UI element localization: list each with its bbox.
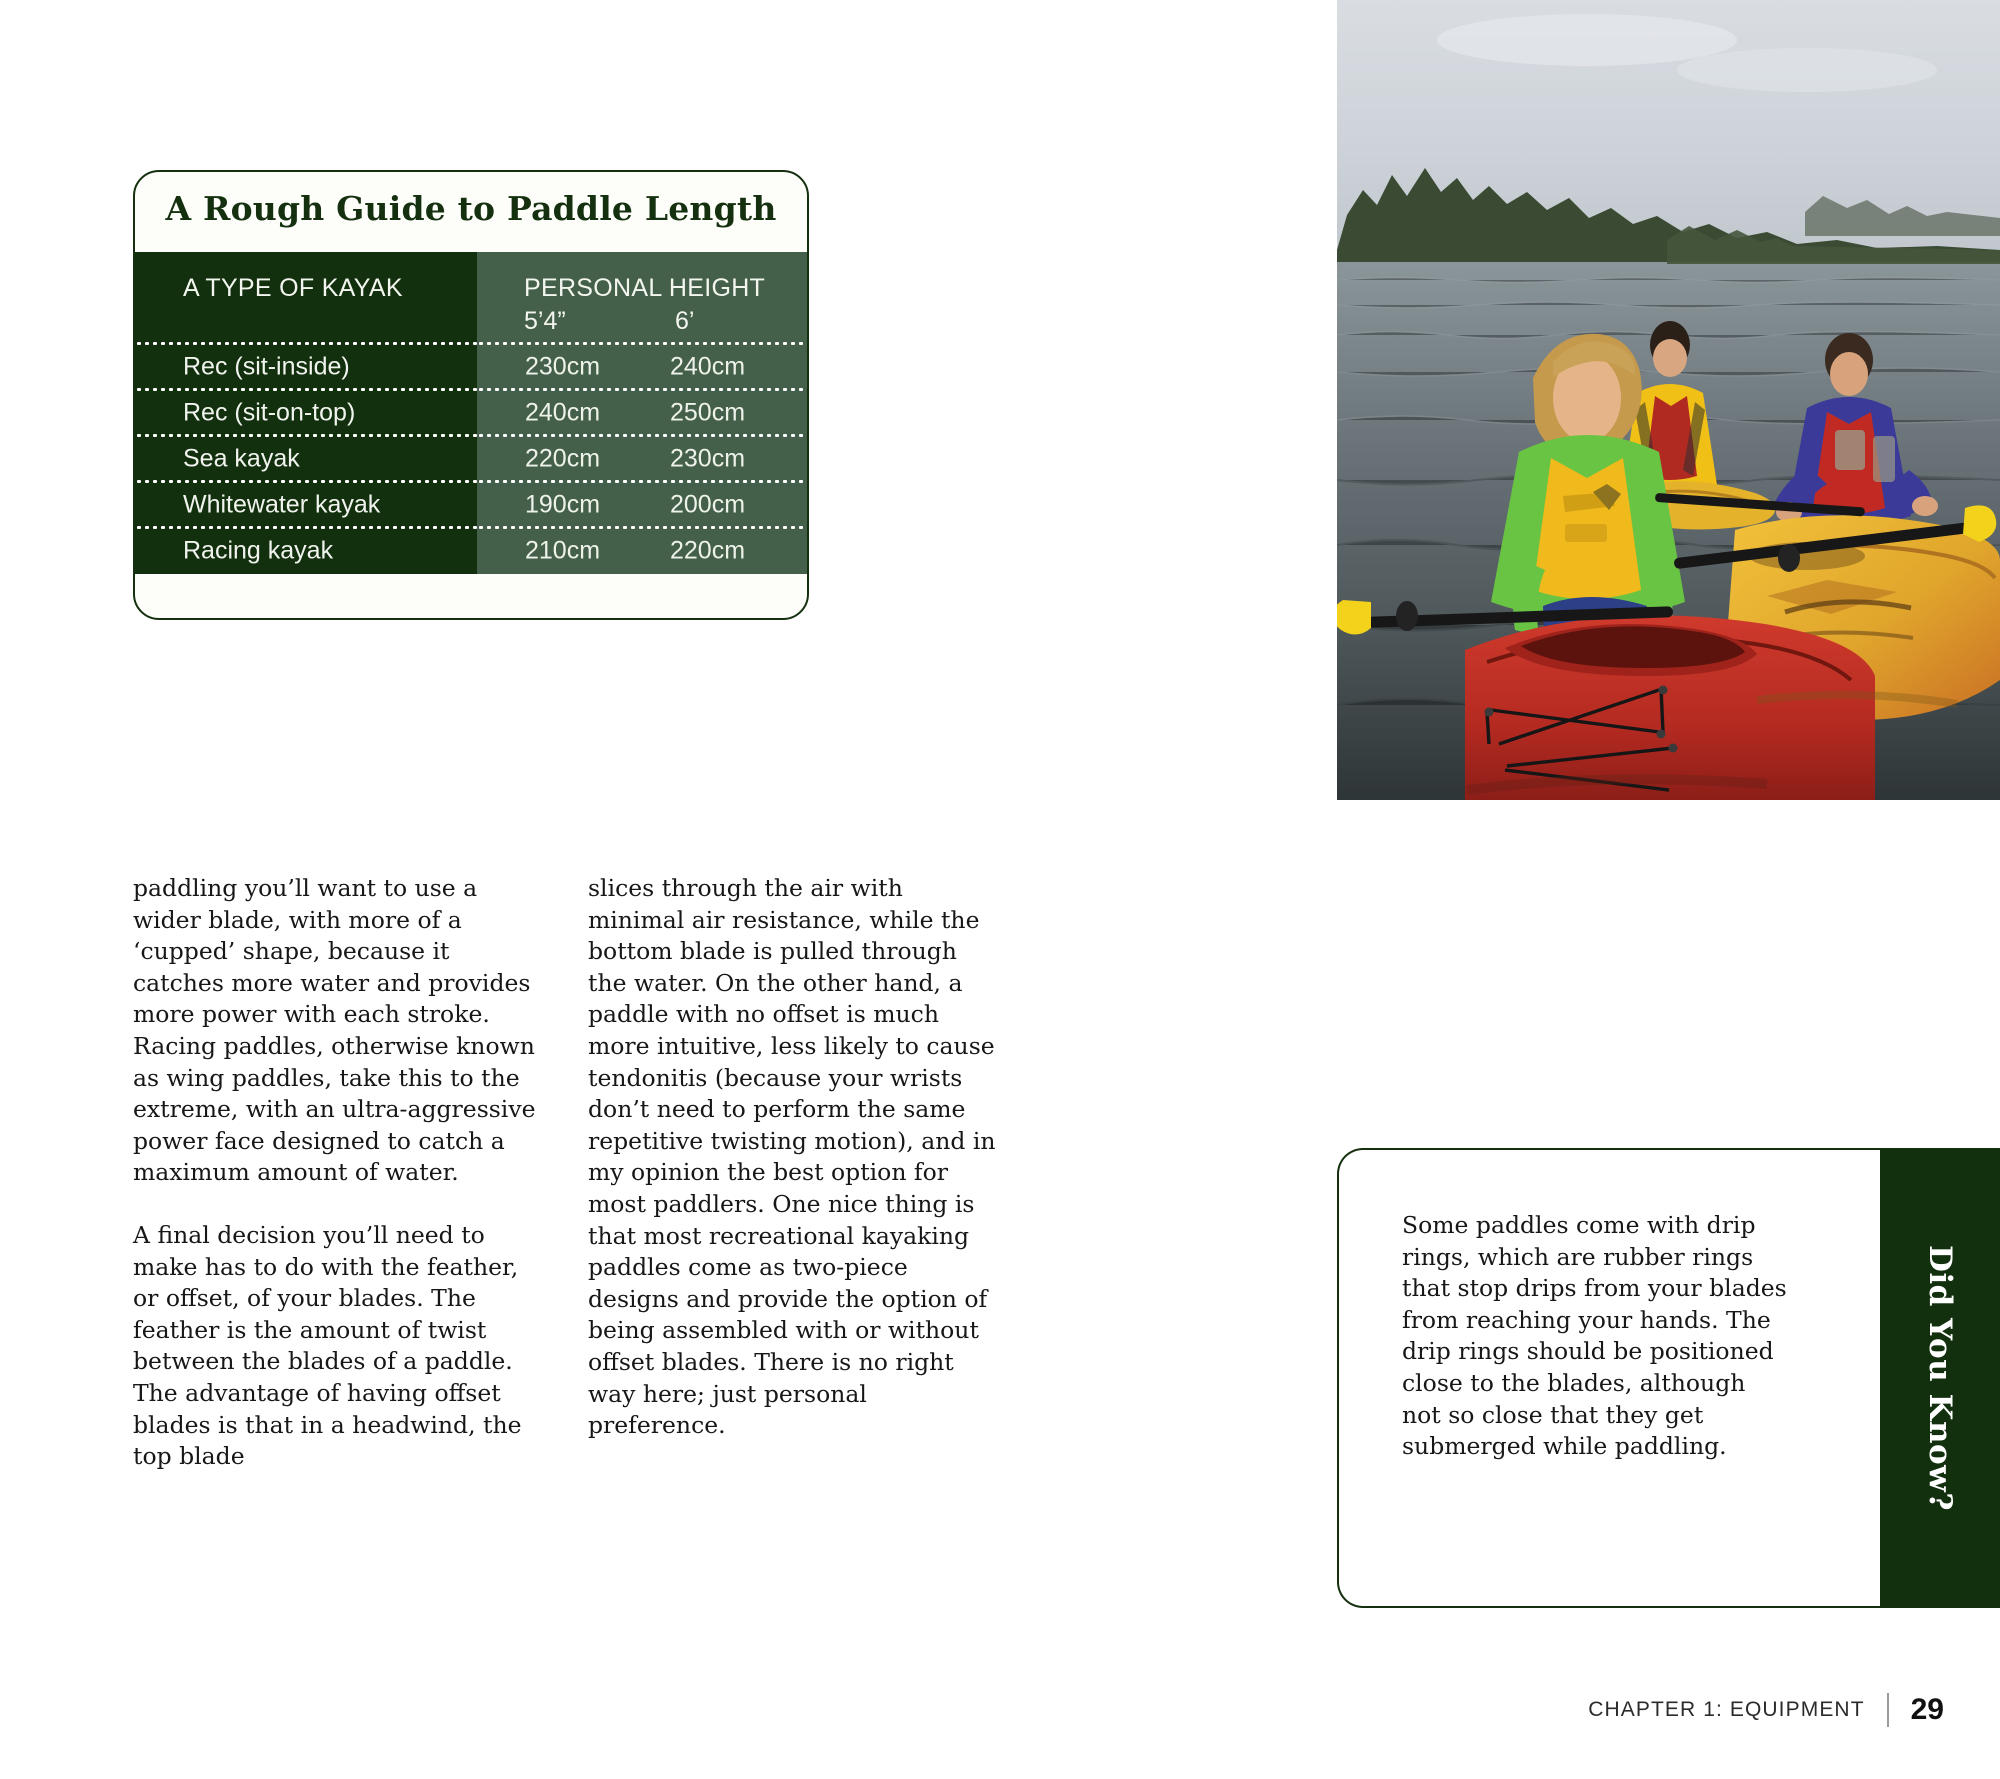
did-you-know-label: Did You Know?: [1922, 1244, 1958, 1512]
table-cell-height-6: 230cm: [670, 444, 746, 473]
table-row-values: [477, 390, 809, 436]
table-cell-height-54: 210cm: [525, 536, 601, 565]
table-cell-kayak-type: Sea kayak: [183, 444, 300, 473]
row-divider-dotted: [477, 342, 809, 345]
kayaking-photo: [1337, 0, 2000, 800]
table-cell-kayak-type: Rec (sit-inside): [183, 352, 350, 381]
table-header-cell-personal-height: [477, 252, 809, 344]
table-cell-kayak-type: Racing kayak: [183, 536, 334, 565]
table-cell-height-6: 240cm: [670, 352, 746, 381]
paddle-length-table-card: [133, 170, 809, 620]
table-row: [135, 344, 477, 390]
table-header-label-kayak-type: A TYPE OF KAYAK: [183, 274, 403, 302]
table-cell-height-54: 190cm: [525, 490, 601, 519]
did-you-know-text: Some paddles come with drip rings, which are rubber rings that stop drips from your blades from reaching your hands. The drip rings should be positioned close to the blades, although not so close that they get submerged while paddling.: [1402, 1211, 1787, 1461]
table-row-values: [477, 436, 809, 482]
paragraph: A final decision you’ll need to make has to do with the feather, or offset, of your blades. The feather is the amount of twist between the blades of a paddle. The advantage of having offset blades is that in a headwind, the top blade: [133, 1220, 522, 1471]
table-row-values: [477, 528, 809, 574]
table-cell-height-6: 250cm: [670, 398, 746, 427]
table-cell-height-54: 240cm: [525, 398, 601, 427]
footer-chapter-label: CHAPTER 1: EQUIPMENT: [1588, 1698, 1865, 1721]
table-header-label-personal-height: PERSONAL HEIGHT: [524, 274, 766, 302]
table-cell-height-6: 200cm: [670, 490, 746, 519]
did-you-know-band: [1880, 1150, 2000, 1606]
table-title: A Rough Guide to Paddle Length: [165, 189, 777, 228]
row-divider-dotted: [135, 434, 477, 437]
table-row-values: [477, 482, 809, 528]
row-divider-dotted: [477, 526, 809, 529]
paragraph: slices through the air with minimal air resistance, while the bottom blade is pulled through the water. On the other hand, a paddle with no offset is much more intuitive, less likely to cause tendonitis (because your wrists don’t need to perform the same repetitive twisting motion), and in my opinion the best option for most paddlers. One nice thing is that most recreational kayaking paddles come as two-piece designs and provide the option of being assembled with or without offset blades. There is no right way here; just personal preference.: [588, 874, 996, 1440]
body-text-column-middle: [588, 873, 998, 1442]
paddle-length-table: [135, 252, 809, 582]
kayaking-photo-illustration: [1337, 0, 2000, 800]
table-cell-height-54: 220cm: [525, 444, 601, 473]
row-divider-dotted: [477, 434, 809, 437]
table-cell-kayak-type: Rec (sit-on-top): [183, 398, 356, 427]
table-cell-kayak-type: Whitewater kayak: [183, 490, 381, 519]
row-divider-dotted: [135, 526, 477, 529]
table-cell-height-54: 230cm: [525, 352, 601, 381]
table-header-cell-kayak-type: [135, 252, 477, 344]
footer-page-number: 29: [1910, 1693, 1944, 1726]
table-subheader-height-6: 6’: [675, 307, 695, 335]
table-row: [135, 528, 477, 574]
row-divider-dotted: [135, 388, 477, 391]
body-text-column-left: [133, 873, 545, 1473]
table-row: [135, 436, 477, 482]
row-divider-dotted: [135, 342, 477, 345]
paragraph: paddling you’ll want to use a wider blade, with more of a ‘cupped’ shape, because it catches more water and provides more power with each stroke. Racing paddles, otherwise known as wing paddles, take this to the extreme, with an ultra-aggressive power face designed to catch a maximum amount of water.: [133, 874, 536, 1187]
row-divider-dotted: [135, 480, 477, 483]
table-row: [135, 482, 477, 528]
footer-divider: [1887, 1693, 1889, 1727]
did-you-know-box: [1337, 1148, 2000, 1608]
row-divider-dotted: [477, 388, 809, 391]
table-subheader-height-54: 5’4”: [524, 307, 566, 335]
page-footer: [1588, 1693, 1944, 1727]
table-row: [135, 390, 477, 436]
table-row-values: [477, 344, 809, 390]
row-divider-dotted: [477, 480, 809, 483]
table-cell-height-6: 220cm: [670, 536, 746, 565]
